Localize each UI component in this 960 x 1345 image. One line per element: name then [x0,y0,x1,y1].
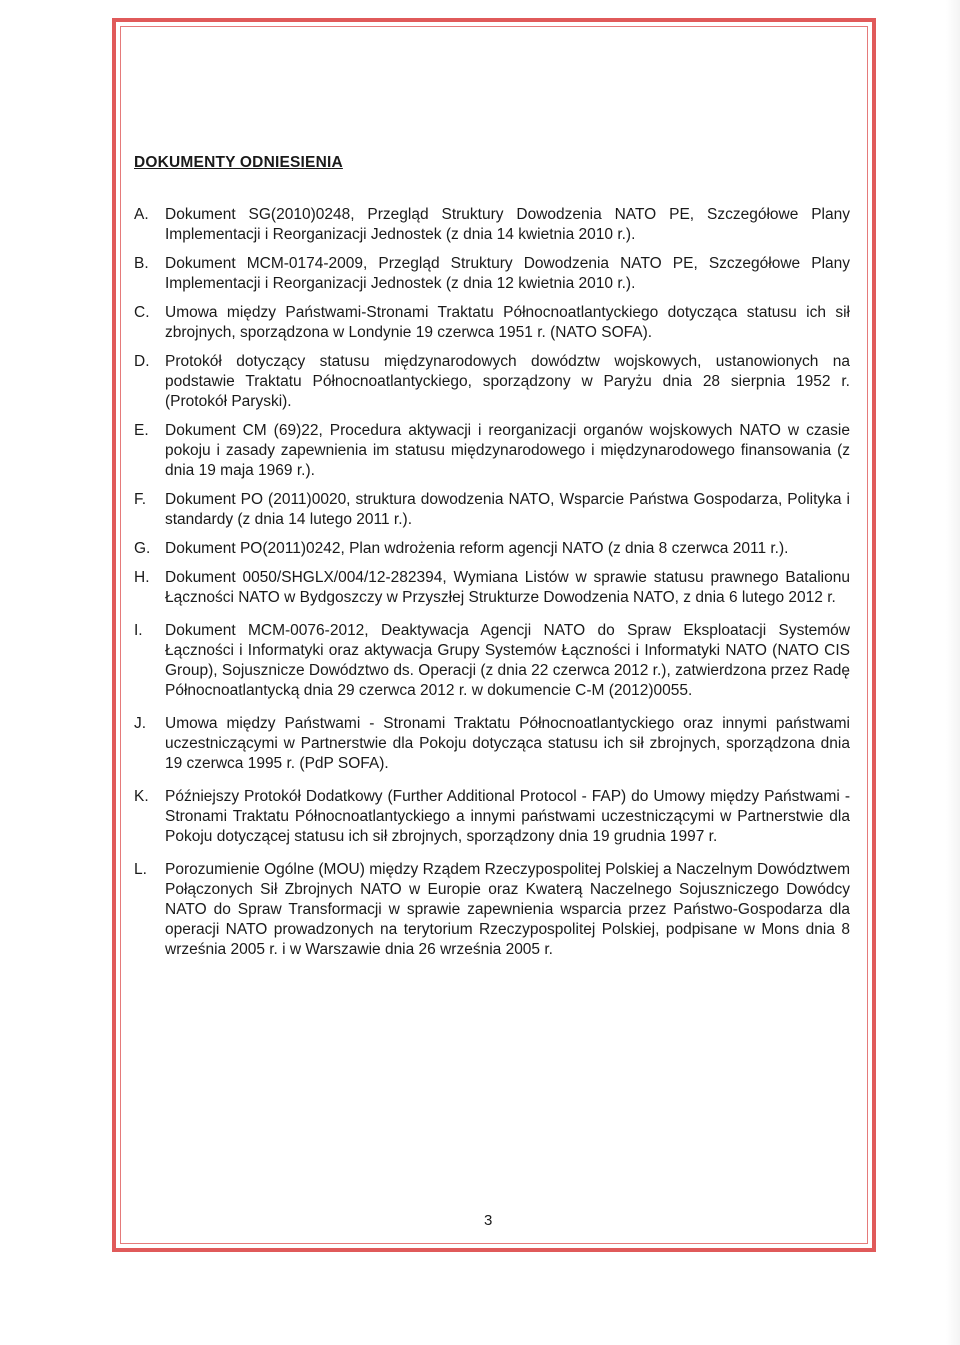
item-text: Umowa między Państwami-Stronami Traktatu Północnoatlantyckiego dotycząca statusu ich sił zbrojnych, sporządzona w Londynie 19 czerwca 1951 r. (NATO SOFA). [165,304,850,341]
item-letter: H. [134,569,150,586]
item-letter: I. [134,622,143,639]
list-item-g [134,539,850,559]
page-edge-shadow [946,0,960,1345]
item-text: Późniejszy Protokół Dodatkowy (Further Additional Protocol - FAP) do Umowy między Państwami - Stronami Traktatu Północnoatlantyckiego a innymi państwami uczestniczącymi w Partnerstwie dla Pokoju dotyczącej statusu ich sił zbrojnych, sporządzony dnia 19 grudnia 1997 r. [165,788,850,845]
item-letter: G. [134,540,151,557]
item-letter: B. [134,255,149,272]
item-text: Dokument PO(2011)0242, Plan wdrożenia reform agencji NATO (z dnia 8 czerwca 2011 r.). [165,540,789,557]
item-letter: A. [134,206,149,223]
list-item-k [134,787,850,847]
item-text: Dokument MCM-0174-2009, Przegląd Struktury Dowodzenia NATO PE, Szczegółowe Plany Implementacji i Reorganizacji Jednostek (z dnia 12 kwietnia 2010 r.). [165,255,850,292]
list-item-i [134,621,850,701]
item-letter: D. [134,353,150,370]
item-letter: F. [134,491,147,508]
document-title: DOKUMENTY ODNIESIENIA [134,154,343,171]
item-letter: L. [134,861,147,878]
list-item-j [134,714,850,774]
list-item-f [134,490,850,530]
item-text: Dokument SG(2010)0248, Przegląd Struktury Dowodzenia NATO PE, Szczegółowe Plany Implementacji i Reorganizacji Jednostek (z dnia 14 kwietnia 2010 r.). [165,206,850,243]
item-letter: C. [134,304,150,321]
item-text: Porozumienie Ogólne (MOU) między Rządem Rzeczypospolitej Polskiej a Naczelnym Dowództwem Połączonych Sił Zbrojnych NATO w Europie oraz Kwaterą Naczelnego Sojuszniczego Dowódcy NATO do Spraw Transformacji w sprawie zapewnienia wsparcia przez Państwo-Gospodarza dla operacji NATO prowadzonych na terytorium Rzeczypospolitej Polskiej, podpisane w Mons dnia 8 września 2005 r. i w Warszawie dnia 26 września 2005 r. [165,861,850,958]
list-item-a [134,205,850,245]
list-item-c [134,303,850,343]
item-text: Umowa między Państwami - Stronami Traktatu Północnoatlantyckiego oraz innymi państwami uczestniczącymi w Partnerstwie dla Pokoju dotycząca statusu ich sił zbrojnych, sporządzona dnia 19 czerwca 1995 r. (PdP SOFA). [165,715,850,772]
list-item-d [134,352,850,412]
item-text: Protokół dotyczący statusu międzynarodowych dowództw wojskowych, ustanowionych na podstawie Traktatu Północnoatlantyckiego, sporządzony w Paryżu dnia 28 sierpnia 1952 r. (Protokół Paryski). [165,353,850,410]
list-item-h [134,568,850,608]
item-text: Dokument PO (2011)0020, struktura dowodzenia NATO, Wsparcie Państwa Gospodarza, Polityka i standardy (z dnia 14 lutego 2011 r.). [165,491,850,528]
reference-list [134,205,850,969]
item-letter: E. [134,422,149,439]
item-letter: K. [134,788,149,805]
item-letter: J. [134,715,147,732]
list-item-b [134,254,850,294]
item-text: Dokument CM (69)22, Procedura aktywacji i reorganizacji organów wojskowych NATO w czasie pokoju i zasady zapewnienia im statusu międzynarodowego i międzynarodowego finansowania (z dnia 19 maja 1969 r.). [165,422,850,479]
item-text: Dokument 0050/SHGLX/004/12-282394, Wymiana Listów w sprawie statusu prawnego Batalionu Łączności NATO w Bydgoszczy w Przyszłej Strukturze Dowodzenia NATO, z dnia 6 lutego 2012 r. [165,569,850,606]
page-number: 3 [484,1212,493,1229]
item-text: Dokument MCM-0076-2012, Deaktywacja Agencji NATO do Spraw Eksploatacji Systemów Łączności i Informatyki oraz aktywacja Grupy Systemów Łączności i Informatyki NATO (NATO CIS Group), Sojusznicze Dowództwo ds. Operacji (z dnia 22 czerwca 2012 r.), zatwierdzona przez Radę Północnoatlantycką dnia 29 czerwca 2012 r. w dokumencie C-M (2012)0055. [165,622,850,699]
list-item-e [134,421,850,481]
list-item-l [134,860,850,960]
